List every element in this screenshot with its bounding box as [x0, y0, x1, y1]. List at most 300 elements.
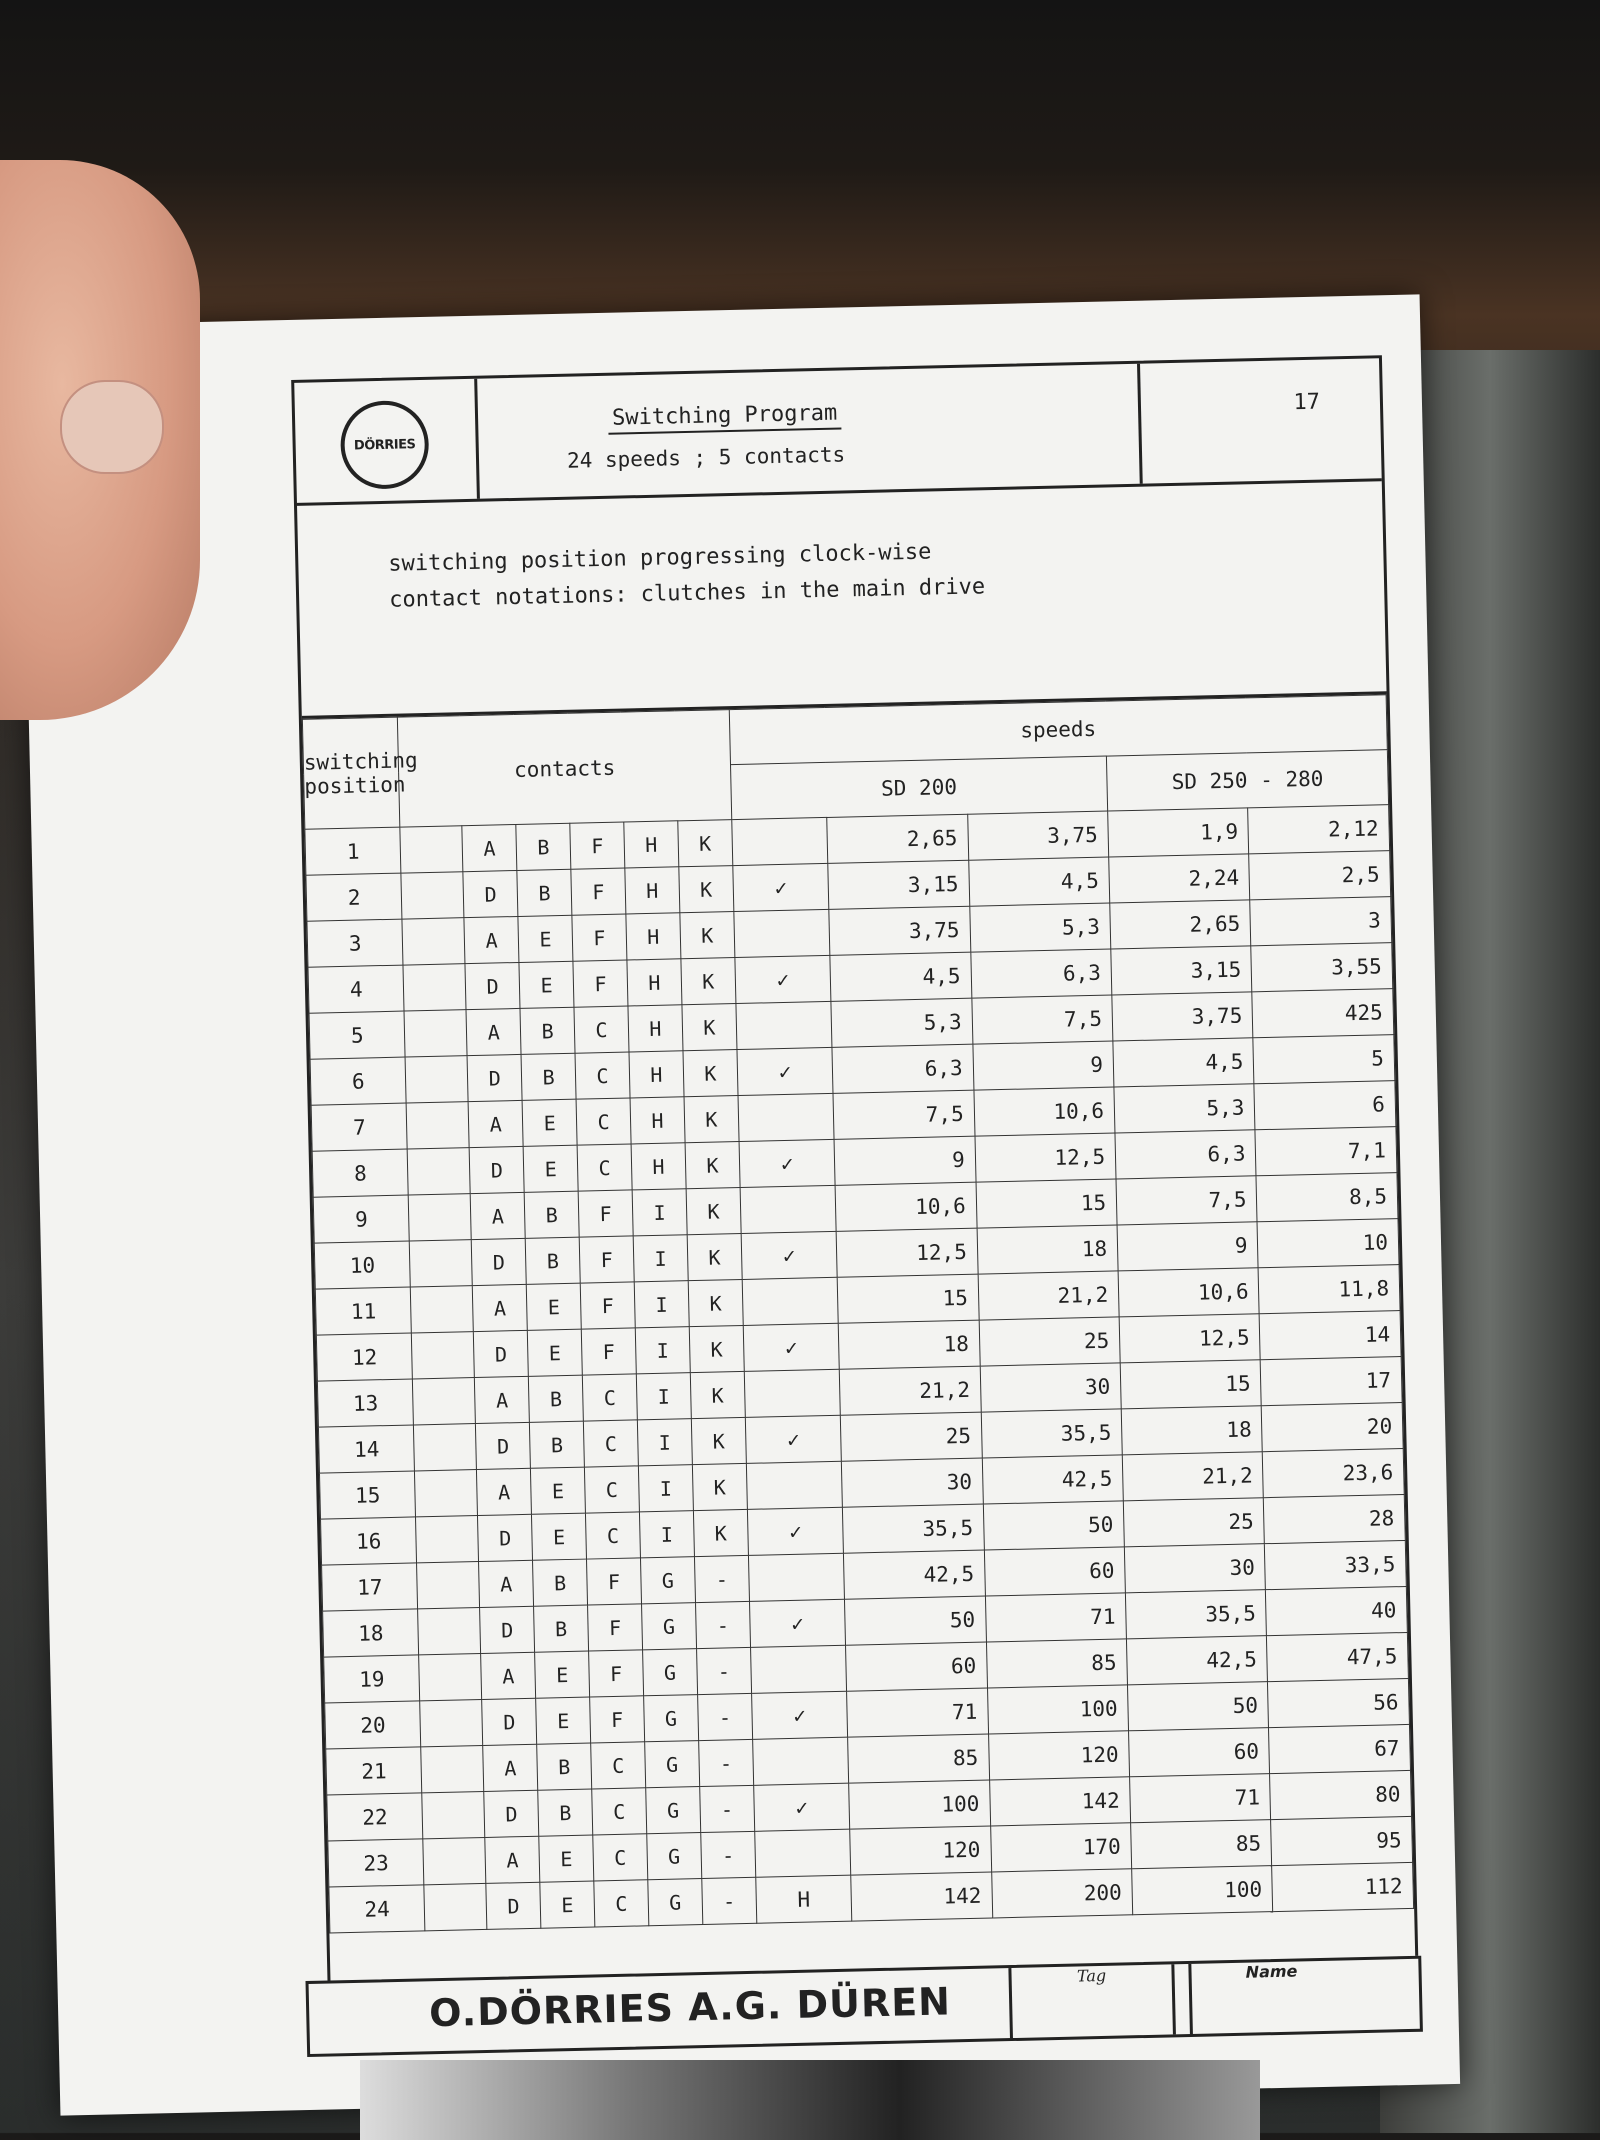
contact-cell: A — [485, 1836, 540, 1883]
speed-cell: 200 — [991, 1869, 1132, 1918]
speed-cell: 10,6 — [1118, 1268, 1259, 1317]
contact-cell: D — [484, 1790, 539, 1837]
mark-cell — [740, 1185, 836, 1233]
contact-cell: - — [702, 1877, 757, 1924]
speed-cell: 9 — [834, 1136, 975, 1185]
header-contacts: contacts — [398, 710, 732, 827]
contact-cell: G — [646, 1787, 701, 1834]
speed-cell: 142 — [851, 1872, 992, 1921]
description-block — [297, 481, 1387, 719]
contact-cell: I — [638, 1465, 693, 1512]
contact-spacer — [401, 872, 464, 919]
mark-cell — [742, 1277, 838, 1325]
contact-cell: G — [641, 1603, 696, 1650]
contact-cell: A — [472, 1284, 527, 1331]
speed-cell: 95 — [1271, 1816, 1413, 1865]
contact-cell: I — [637, 1419, 692, 1466]
contact-cell: B — [524, 1191, 579, 1238]
contact-cell: D — [474, 1330, 529, 1377]
contact-spacer — [424, 1883, 487, 1930]
speed-cell: 35,5 — [843, 1504, 984, 1553]
speed-cell: 10 — [1257, 1219, 1399, 1268]
speed-cell: 3,15 — [1111, 946, 1252, 995]
contact-cell: F — [587, 1558, 642, 1605]
position-cell: 4 — [308, 965, 404, 1013]
paper-sheet — [20, 294, 1460, 2115]
mark-cell — [744, 1369, 840, 1417]
contact-spacer — [402, 918, 465, 965]
position-cell: 2 — [306, 873, 402, 921]
mark-cell — [738, 1093, 834, 1141]
contact-cell: E — [536, 1697, 591, 1744]
position-cell: 23 — [328, 1839, 424, 1887]
contact-spacer — [414, 1424, 477, 1471]
contact-cell: D — [476, 1422, 531, 1469]
contact-cell: B — [517, 869, 572, 916]
contact-spacer — [418, 1608, 481, 1655]
page-title: Switching Program — [608, 401, 842, 435]
header-sd250-280: SD 250 - 280 — [1106, 750, 1388, 811]
position-cell: 9 — [313, 1195, 409, 1243]
speed-cell: 25 — [979, 1317, 1120, 1366]
contact-spacer — [407, 1102, 470, 1149]
contact-cell: K — [685, 1142, 740, 1189]
contact-cell: - — [694, 1555, 749, 1602]
contact-cell: C — [594, 1880, 649, 1927]
position-cell: 16 — [321, 1517, 417, 1565]
speed-cell: 10,6 — [974, 1087, 1115, 1136]
contact-cell: G — [647, 1833, 702, 1880]
contact-cell: K — [691, 1417, 746, 1464]
contact-cell: E — [540, 1881, 595, 1928]
contact-cell: F — [580, 1282, 635, 1329]
speed-cell: 6,3 — [832, 1044, 973, 1093]
speed-cell: 11,8 — [1259, 1265, 1401, 1314]
contact-cell: K — [687, 1233, 742, 1280]
contact-spacer — [404, 1010, 467, 1057]
contact-cell: C — [576, 1098, 631, 1145]
contact-cell: K — [683, 1050, 738, 1097]
contact-cell: H — [625, 867, 680, 914]
description-line: switching position progressing clock-wise — [388, 539, 932, 577]
contact-cell: A — [483, 1744, 538, 1791]
speed-cell: 25 — [1123, 1498, 1264, 1547]
contact-cell: F — [573, 960, 628, 1007]
speed-cell: 30 — [980, 1363, 1121, 1412]
contact-cell: I — [632, 1189, 687, 1236]
mark-cell — [734, 909, 830, 957]
speed-cell: 85 — [848, 1734, 989, 1783]
contact-spacer — [421, 1745, 484, 1792]
contact-cell: E — [519, 961, 574, 1008]
speed-cell: 47,5 — [1267, 1632, 1409, 1681]
name-label: Name — [1245, 1961, 1298, 1982]
contact-cell: D — [478, 1514, 533, 1561]
contact-cell: A — [479, 1560, 534, 1607]
contact-cell: B — [530, 1421, 585, 1468]
position-cell: 17 — [322, 1563, 418, 1611]
contact-cell: G — [648, 1879, 703, 1926]
speed-cell: 23,6 — [1263, 1449, 1405, 1498]
position-cell: 21 — [326, 1747, 422, 1795]
speed-cell: 3,75 — [967, 811, 1108, 860]
contact-spacer — [417, 1562, 480, 1609]
contact-spacer — [408, 1148, 471, 1195]
contact-cell: D — [482, 1698, 537, 1745]
position-cell: 15 — [319, 1471, 415, 1519]
speed-cell: 80 — [1270, 1770, 1412, 1819]
title-cell — [477, 364, 1143, 499]
contact-cell: D — [467, 1054, 522, 1101]
speed-cell: 42,5 — [844, 1550, 985, 1599]
contact-spacer — [400, 826, 463, 873]
contact-cell: B — [520, 1007, 575, 1054]
contact-cell: H — [630, 1097, 685, 1144]
contact-cell: E — [527, 1329, 582, 1376]
speed-cell: 17 — [1261, 1357, 1403, 1406]
position-cell: 5 — [309, 1011, 405, 1059]
speed-cell: 100 — [1132, 1866, 1273, 1915]
contact-spacer — [410, 1240, 473, 1287]
contact-cell: H — [631, 1143, 686, 1190]
mark-cell — [748, 1553, 844, 1601]
contact-cell: B — [525, 1237, 580, 1284]
contact-cell: C — [582, 1374, 637, 1421]
contact-cell: K — [681, 958, 736, 1005]
speed-cell: 100 — [849, 1780, 990, 1829]
tag-field — [1008, 1964, 1176, 2038]
speed-cell: 18 — [839, 1320, 980, 1369]
mark-cell — [752, 1737, 848, 1785]
speed-cell: 12,5 — [975, 1133, 1116, 1182]
contact-cell: E — [535, 1651, 590, 1698]
contact-cell: K — [693, 1509, 748, 1556]
speed-cell: 56 — [1268, 1678, 1410, 1727]
speed-cell: 42,5 — [1127, 1636, 1268, 1685]
speed-cell: 12,5 — [836, 1228, 977, 1277]
contact-cell: C — [592, 1788, 647, 1835]
position-cell: 10 — [314, 1241, 410, 1289]
speed-cell: 40 — [1266, 1586, 1408, 1635]
contact-cell: I — [639, 1511, 694, 1558]
position-cell: 22 — [327, 1793, 423, 1841]
page-subtitle: 24 speeds ; 5 contacts — [566, 442, 846, 473]
speed-cell: 6,3 — [1115, 1130, 1256, 1179]
contact-cell: K — [688, 1279, 743, 1326]
contact-cell: D — [471, 1238, 526, 1285]
contact-cell: K — [680, 912, 735, 959]
speed-cell: 112 — [1272, 1862, 1414, 1911]
speed-cell: 120 — [850, 1826, 991, 1875]
speed-cell: 71 — [847, 1688, 988, 1737]
company-name: O.DÖRRIES A.G. DÜREN — [428, 1979, 952, 2036]
speed-cell: 5,3 — [831, 998, 972, 1047]
contact-cell: E — [526, 1283, 581, 1330]
contact-cell: K — [678, 820, 733, 867]
speed-cell: 1,9 — [1108, 808, 1249, 857]
speed-cell: 10,6 — [835, 1182, 976, 1231]
contact-spacer — [416, 1516, 479, 1563]
contact-spacer — [420, 1699, 483, 1746]
speed-cell: 67 — [1269, 1724, 1411, 1773]
contact-cell: K — [692, 1463, 747, 1510]
name-field — [1188, 1960, 1353, 2034]
contact-cell: K — [684, 1096, 739, 1143]
speed-cell: 85 — [1131, 1820, 1272, 1869]
speed-cell: 7,1 — [1255, 1127, 1397, 1176]
mark-cell: ✓ — [751, 1691, 847, 1739]
contact-cell: C — [593, 1834, 648, 1881]
speed-cell: 100 — [987, 1685, 1128, 1734]
contact-cell: D — [486, 1882, 541, 1929]
form-header — [294, 358, 1382, 506]
contact-cell: A — [477, 1468, 532, 1515]
speed-cell: 5,3 — [969, 903, 1110, 952]
speed-cell: 21,2 — [840, 1366, 981, 1415]
contact-cell: H — [628, 1005, 683, 1052]
contact-cell: K — [686, 1187, 741, 1234]
position-cell: 8 — [312, 1149, 408, 1197]
speed-cell: 30 — [842, 1458, 983, 1507]
speed-cell: 18 — [977, 1225, 1118, 1274]
speed-cell: 60 — [984, 1547, 1125, 1596]
contact-cell: I — [634, 1281, 689, 1328]
speed-cell: 35,5 — [981, 1409, 1122, 1458]
contact-cell: C — [583, 1420, 638, 1467]
contact-cell: I — [635, 1327, 690, 1374]
mark-cell — [732, 817, 828, 865]
contact-cell: E — [523, 1145, 578, 1192]
speed-cell: 3,55 — [1251, 943, 1393, 992]
speed-cell: 50 — [983, 1501, 1124, 1550]
contact-cell: E — [532, 1513, 587, 1560]
contact-cell: B — [534, 1605, 589, 1652]
logo-cell — [294, 379, 480, 503]
dorries-logo: DÖRRIES — [340, 400, 430, 490]
contact-cell: D — [480, 1606, 535, 1653]
speed-cell: 6,3 — [971, 949, 1112, 998]
mark-cell: ✓ — [733, 863, 829, 911]
form-footer — [305, 1956, 1422, 2057]
contact-cell: K — [679, 866, 734, 913]
speed-cell: 42,5 — [982, 1455, 1123, 1504]
contact-cell: B — [521, 1053, 576, 1100]
contact-spacer — [413, 1378, 476, 1425]
speed-cell: 7,5 — [1116, 1176, 1257, 1225]
contact-cell: F — [571, 868, 626, 915]
contact-cell: A — [466, 1008, 521, 1055]
contact-cell: K — [690, 1371, 745, 1418]
speed-cell: 9 — [973, 1041, 1114, 1090]
position-cell: 3 — [307, 919, 403, 967]
contact-cell: A — [464, 916, 519, 963]
speed-cell: 25 — [841, 1412, 982, 1461]
speed-cell: 4,5 — [968, 857, 1109, 906]
contact-cell: D — [469, 1146, 524, 1193]
contact-cell: F — [578, 1190, 633, 1237]
position-cell: 12 — [316, 1333, 412, 1381]
speed-cell: 9 — [1117, 1222, 1258, 1271]
contact-cell: B — [533, 1559, 588, 1606]
speed-cell: 3,75 — [1112, 992, 1253, 1041]
speed-cell: 18 — [1121, 1406, 1262, 1455]
switching-program-form — [291, 355, 1419, 2036]
position-cell: 24 — [329, 1885, 425, 1933]
mark-cell: ✓ — [749, 1599, 845, 1647]
contact-cell: E — [518, 915, 573, 962]
speed-cell: 35,5 — [1125, 1590, 1266, 1639]
contact-cell: E — [531, 1467, 586, 1514]
speed-cell: 2,24 — [1109, 854, 1250, 903]
contact-cell: A — [468, 1100, 523, 1147]
contact-cell: K — [682, 1004, 737, 1051]
position-cell: 11 — [315, 1287, 411, 1335]
speed-cell: 142 — [989, 1777, 1130, 1826]
contact-cell: C — [575, 1052, 630, 1099]
contact-cell: K — [689, 1325, 744, 1372]
speed-cell: 15 — [837, 1274, 978, 1323]
speed-cell: 2,65 — [827, 814, 968, 863]
position-cell: 18 — [323, 1609, 419, 1657]
mark-cell: ✓ — [739, 1139, 835, 1187]
contact-cell: A — [481, 1652, 536, 1699]
contact-cell: - — [697, 1693, 752, 1740]
speed-cell: 50 — [1128, 1682, 1269, 1731]
speed-cell: 15 — [976, 1179, 1117, 1228]
contact-cell: G — [644, 1695, 699, 1742]
contact-cell: A — [470, 1192, 525, 1239]
contact-cell: H — [624, 821, 679, 868]
mark-cell: ✓ — [747, 1507, 843, 1555]
contact-cell: F — [589, 1650, 644, 1697]
speed-cell: 5,3 — [1114, 1084, 1255, 1133]
contact-cell: F — [570, 822, 625, 869]
speed-cell: 4,5 — [1113, 1038, 1254, 1087]
speed-cell: 85 — [986, 1639, 1127, 1688]
position-cell: 14 — [318, 1425, 414, 1473]
position-cell: 20 — [325, 1701, 421, 1749]
contact-cell: F — [590, 1696, 645, 1743]
header-speeds: speeds — [729, 695, 1387, 765]
speed-cell: 5 — [1253, 1035, 1395, 1084]
mark-cell: ✓ — [745, 1415, 841, 1463]
contact-cell: B — [516, 823, 571, 870]
speed-cell: 2,5 — [1249, 851, 1391, 900]
contact-cell: C — [585, 1512, 640, 1559]
contact-spacer — [403, 964, 466, 1011]
contact-cell: I — [636, 1373, 691, 1420]
speed-cell: 425 — [1252, 989, 1394, 1038]
contact-cell: F — [581, 1328, 636, 1375]
speed-cell: 3,75 — [829, 906, 970, 955]
contact-spacer — [423, 1837, 486, 1884]
tag-label: Tag — [1076, 1965, 1107, 1986]
contact-spacer — [415, 1470, 478, 1517]
speed-cell: 2,65 — [1110, 900, 1251, 949]
speed-cell: 60 — [846, 1642, 987, 1691]
mark-cell: ✓ — [737, 1047, 833, 1095]
contact-cell: C — [577, 1144, 632, 1191]
contact-cell: G — [643, 1649, 698, 1696]
contact-spacer — [409, 1194, 472, 1241]
speed-cell: 4,5 — [830, 952, 971, 1001]
speed-cell: 2,12 — [1248, 805, 1390, 854]
speed-cell: 71 — [1130, 1774, 1271, 1823]
contact-cell: - — [696, 1647, 751, 1694]
contact-cell: B — [528, 1375, 583, 1422]
mark-cell — [736, 1001, 832, 1049]
speed-cell: 12,5 — [1119, 1314, 1260, 1363]
speed-cell: 3 — [1250, 897, 1392, 946]
page-number: 17 — [1293, 389, 1321, 416]
mark-cell: ✓ — [743, 1323, 839, 1371]
contact-cell: C — [584, 1466, 639, 1513]
contact-cell: F — [588, 1604, 643, 1651]
contact-cell: A — [475, 1376, 530, 1423]
mark-cell — [746, 1461, 842, 1509]
position-cell: 7 — [311, 1103, 407, 1151]
position-cell: 19 — [324, 1655, 420, 1703]
speed-cell: 120 — [988, 1731, 1129, 1780]
contact-cell: C — [574, 1006, 629, 1053]
header-sd200: SD 200 — [730, 756, 1107, 820]
photo-below — [360, 2060, 1260, 2140]
speed-cell: 50 — [845, 1596, 986, 1645]
contact-spacer — [419, 1653, 482, 1700]
speed-cell: 170 — [990, 1823, 1131, 1872]
contact-spacer — [411, 1286, 474, 1333]
speed-cell: 33,5 — [1265, 1540, 1407, 1589]
description-line: contact notations: clutches in the main drive — [388, 574, 986, 613]
contact-cell: - — [700, 1785, 755, 1832]
contact-cell: C — [591, 1742, 646, 1789]
switching-table — [302, 694, 1414, 1933]
position-cell: 1 — [305, 827, 401, 875]
contact-cell: A — [462, 824, 517, 871]
header-switching-position: switching position — [302, 717, 400, 829]
contact-spacer — [406, 1056, 469, 1103]
contact-cell: H — [627, 959, 682, 1006]
mark-cell: ✓ — [735, 955, 831, 1003]
speed-cell: 21,2 — [1122, 1452, 1263, 1501]
speed-cell: 71 — [985, 1593, 1126, 1642]
contact-cell: - — [695, 1601, 750, 1648]
position-cell: 13 — [317, 1379, 413, 1427]
contact-cell: - — [698, 1739, 753, 1786]
contact-cell: G — [645, 1741, 700, 1788]
position-cell: 6 — [310, 1057, 406, 1105]
contact-cell: H — [629, 1051, 684, 1098]
speed-cell: 3,15 — [828, 860, 969, 909]
speed-cell: 8,5 — [1256, 1173, 1398, 1222]
contact-cell: I — [633, 1235, 688, 1282]
mark-cell — [755, 1829, 851, 1877]
speed-cell: 7,5 — [833, 1090, 974, 1139]
contact-cell: D — [463, 870, 518, 917]
speed-cell: 14 — [1260, 1311, 1402, 1360]
contact-cell: F — [579, 1236, 634, 1283]
contact-spacer — [412, 1332, 475, 1379]
mark-cell — [750, 1645, 846, 1693]
speed-cell: 60 — [1129, 1728, 1270, 1777]
speed-cell: 30 — [1124, 1544, 1265, 1593]
contact-cell: G — [640, 1557, 695, 1604]
speed-cell: 21,2 — [978, 1271, 1119, 1320]
speed-cell: 7,5 — [972, 995, 1113, 1044]
mark-cell: ✓ — [741, 1231, 837, 1279]
speed-cell: 6 — [1254, 1081, 1396, 1130]
speed-cell: 28 — [1264, 1495, 1406, 1544]
